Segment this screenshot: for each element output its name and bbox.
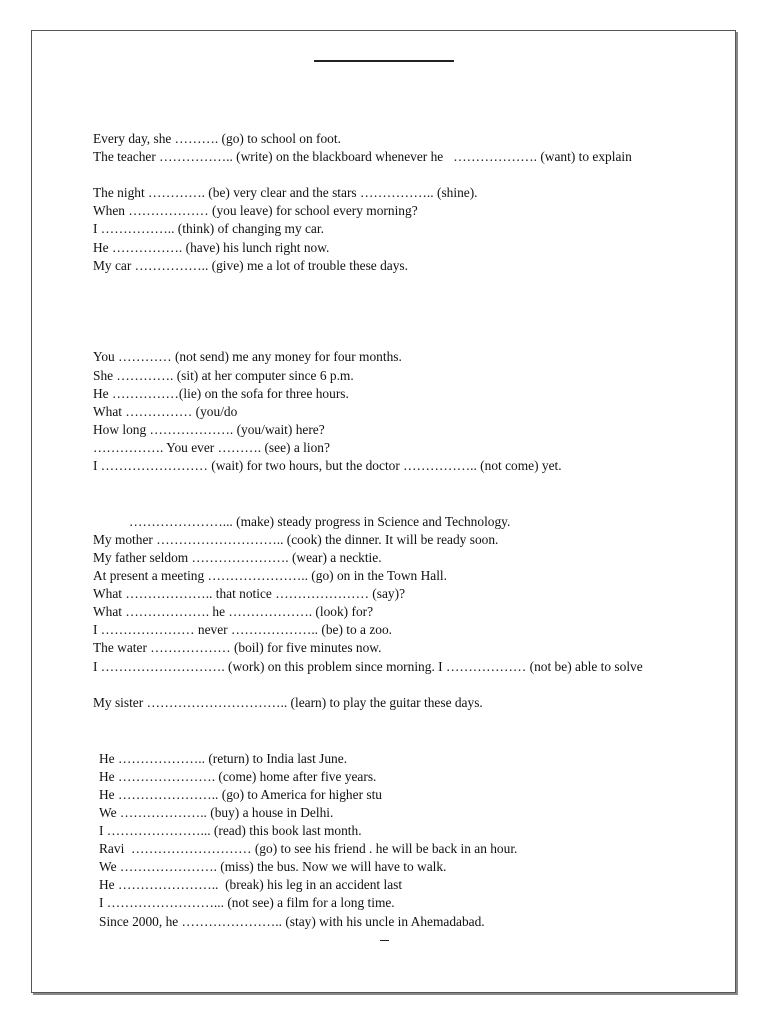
exercise-line: The night …………. (be) very clear and the stars …………….. (shine). — [93, 185, 478, 200]
exercise-line: The teacher …………….. (write) on the blackboard whenever he ………………. (want) to explain — [93, 149, 632, 164]
exercise-line: I ………………… never ……………….. (be) to a zoo. — [93, 622, 393, 637]
exercise-line: What ……………….. that notice ………………… (say)? — [93, 586, 406, 601]
exercise-line: You ………… (not send) me any money for four months. — [93, 349, 402, 364]
exercise-line: My mother ……………………….. (cook) the dinner. It will be ready soon. — [93, 532, 499, 547]
exercise-line: The water ……………… (boil) for five minutes now. — [93, 640, 382, 655]
exercise-line: My father seldom …………………. (wear) a necktie. — [93, 550, 382, 565]
exercise-line: He ……………(lie) on the sofa for three hours. — [93, 386, 349, 401]
exercise-line: He ……………….. (return) to India last June. — [99, 751, 348, 766]
exercise-line: I ………………………. (work) on this problem since morning. I ……………… (not be) able to solve — [93, 659, 643, 674]
exercise-line: At present a meeting ………………….. (go) on in the Town Hall. — [93, 568, 447, 583]
exercise-line: Since 2000, he ………………….. (stay) with his uncle in Ahemadabad. — [99, 914, 485, 929]
exercise-line: Every day, she ………. (go) to school on foot. — [93, 131, 341, 146]
exercise-line: He ……………. (have) his lunch right now. — [93, 240, 330, 255]
exercise-line: I ……………………... (not see) a film for a long time. — [99, 895, 395, 910]
exercise-line: He ………………….. (go) to America for higher stu — [99, 787, 383, 802]
exercise-line: I …………………... (read) this book last month. — [99, 823, 362, 838]
exercise-line: My sister ………………………….. (learn) to play the guitar these days. — [93, 695, 483, 710]
exercise-line: He …………………. (come) home after five years. — [99, 769, 377, 784]
exercise-line: We …………………. (miss) the bus. Now we will have to walk. — [99, 859, 447, 874]
exercise-line: He ………………….. (break) his leg in an accident last — [99, 877, 403, 892]
exercise-line: My car …………….. (give) me a lot of trouble these days. — [93, 258, 408, 273]
title-underline — [314, 60, 454, 62]
exercise-line: I …………….. (think) of changing my car. — [93, 221, 324, 236]
exercise-line: When ……………… (you leave) for school every morning? — [93, 203, 418, 218]
exercise-line: I …………………… (wait) for two hours, but the doctor …………….. (not come) yet. — [93, 458, 562, 473]
exercise-line: How long ………………. (you/wait) here? — [93, 422, 325, 437]
exercise-line: What …………… (you/do — [93, 404, 238, 419]
exercise-line: We ……………….. (buy) a house in Delhi. — [99, 805, 334, 820]
exercise-line: She …………. (sit) at her computer since 6 p.m. — [93, 368, 354, 383]
exercise-line: …………………... (make) steady progress in Science and Technology. — [129, 514, 511, 529]
exercise-line: ……………. You ever ………. (see) a lion? — [93, 440, 330, 455]
footer-dash — [380, 940, 389, 941]
exercise-line: Ravi ……………………… (go) to see his friend . he will be back in an hour. — [99, 841, 518, 856]
exercise-line: What ………………. he ………………. (look) for? — [93, 604, 374, 619]
